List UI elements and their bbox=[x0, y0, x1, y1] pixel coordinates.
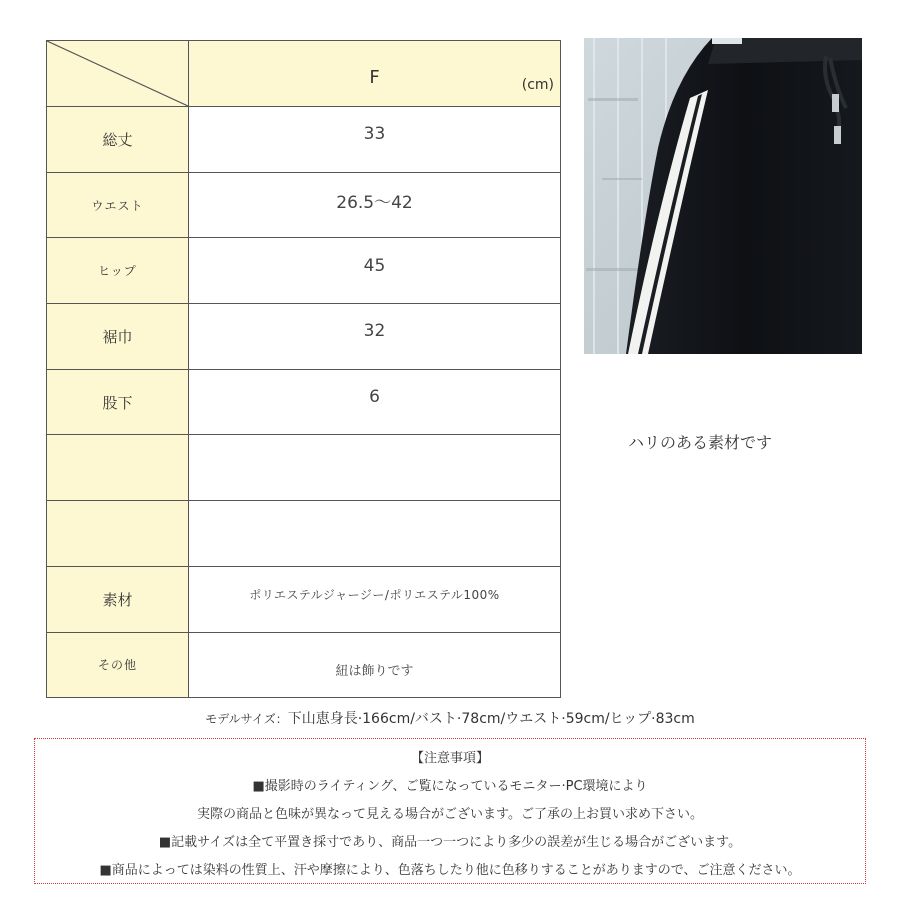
row-value: ポリエステルジャージー/ポリエステル100% bbox=[189, 566, 561, 632]
size-row-hip bbox=[47, 238, 561, 304]
row-value: 33 bbox=[189, 107, 561, 173]
notes-line: ■商品によっては染料の性質上、汗や摩擦により、色落ちしたり他に色移りすることがありますので、ご注意ください。 bbox=[99, 863, 801, 878]
photo-caption: ハリのある素材です bbox=[627, 433, 772, 452]
model-size-label: モデルサイズ： bbox=[205, 712, 288, 726]
row-label: ヒップ bbox=[47, 238, 189, 304]
diagonal-line bbox=[47, 41, 188, 106]
unit-label: (cm) bbox=[521, 77, 554, 93]
row-value bbox=[189, 435, 561, 501]
size-table bbox=[46, 40, 561, 698]
row-label: ウエスト bbox=[47, 172, 189, 238]
size-row-material bbox=[47, 566, 561, 632]
size-row-empty-2 bbox=[47, 501, 561, 567]
notes-title: 【注意事項】 bbox=[410, 751, 489, 766]
row-label: 股下 bbox=[47, 369, 189, 435]
size-row-other bbox=[47, 632, 561, 698]
size-label: F bbox=[369, 67, 380, 88]
row-label bbox=[47, 501, 189, 567]
product-photo-image bbox=[584, 38, 862, 354]
size-row-length bbox=[47, 107, 561, 173]
row-label: 素材 bbox=[47, 566, 189, 632]
row-value: 45 bbox=[189, 238, 561, 304]
row-value: 6 bbox=[189, 369, 561, 435]
row-value: 26.5〜42 bbox=[189, 172, 561, 238]
notes-line: ■撮影時のライティング、ご覧になっているモニター·PC環境により bbox=[252, 779, 648, 794]
row-value: 32 bbox=[189, 304, 561, 370]
row-value: 紐は飾りです bbox=[189, 632, 561, 698]
size-table-header-row bbox=[47, 41, 561, 107]
model-size-text: 下山恵身長·166cm/バスト·78cm/ウエスト·59cm/ヒップ·83cm bbox=[287, 711, 695, 727]
size-row-empty-1 bbox=[47, 435, 561, 501]
model-size-info bbox=[0, 708, 900, 728]
row-label: 裾巾 bbox=[47, 304, 189, 370]
size-row-inseam bbox=[47, 369, 561, 435]
row-value bbox=[189, 501, 561, 567]
notes-line: 実際の商品と色味が異なって見える場合がございます。ご了承の上お買い求め下さい。 bbox=[197, 807, 703, 822]
notes-box bbox=[34, 738, 866, 884]
size-row-hem-width bbox=[47, 304, 561, 370]
notes-line: ■記載サイズは全て平置き採寸であり、商品一つ一つにより多少の誤差が生じる場合がございます。 bbox=[158, 835, 742, 850]
size-row-waist bbox=[47, 172, 561, 238]
row-label bbox=[47, 435, 189, 501]
header-diagonal-cell bbox=[47, 41, 189, 107]
row-label: その他 bbox=[47, 632, 189, 698]
row-label: 総丈 bbox=[47, 107, 189, 173]
header-size-cell bbox=[189, 41, 561, 107]
product-photo bbox=[584, 38, 862, 354]
